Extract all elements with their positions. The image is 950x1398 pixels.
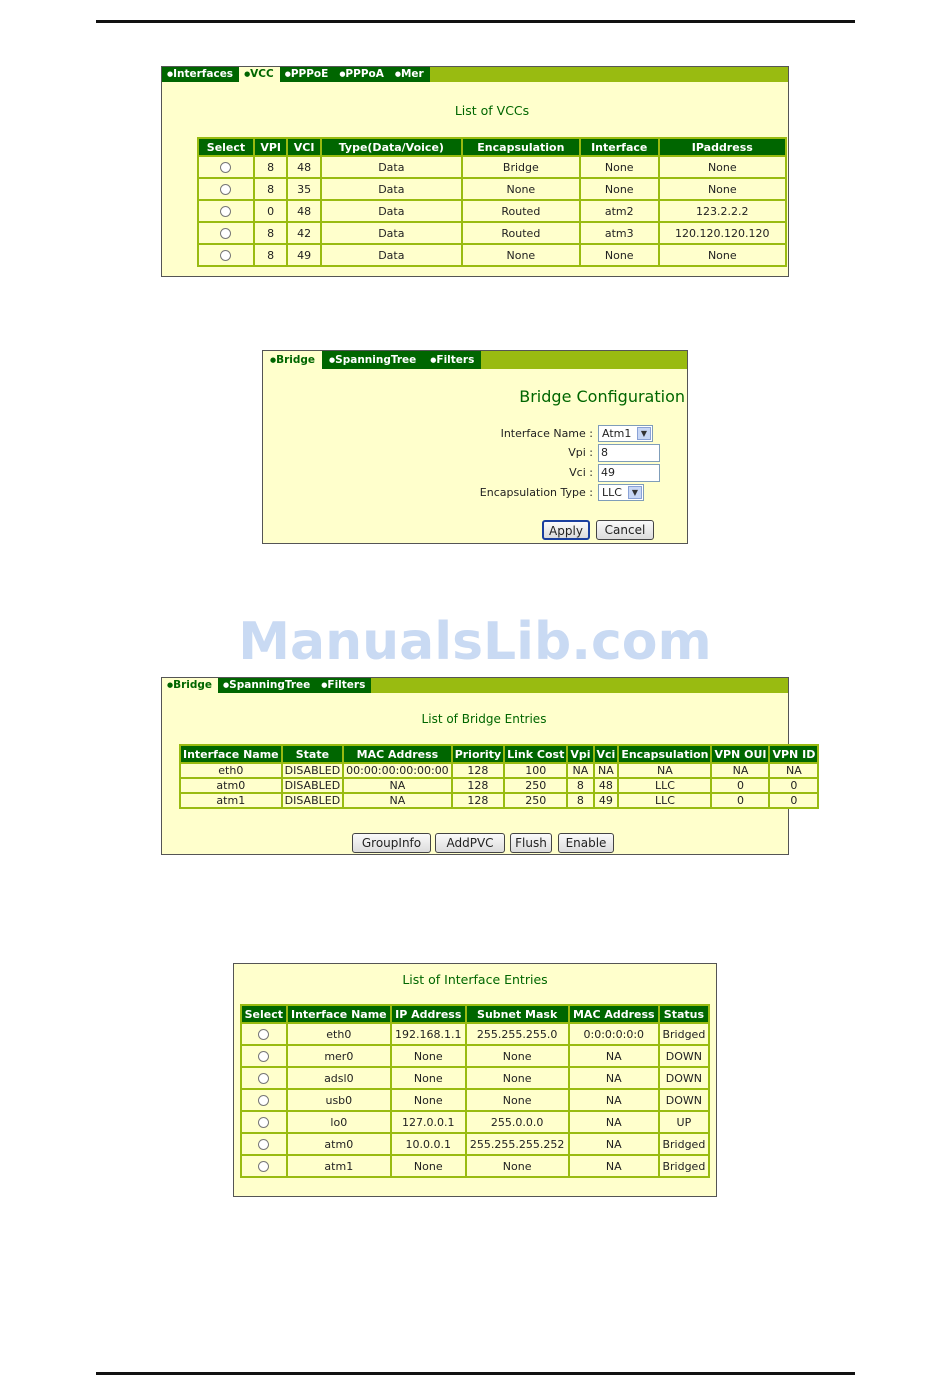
bridge-entries-panel <box>161 677 816 855</box>
row-select-radio[interactable] <box>258 1139 269 1150</box>
column-header-interface: Interface <box>581 139 658 155</box>
table-row <box>199 245 785 265</box>
addpvc-button[interactable]: AddPVC <box>435 833 505 853</box>
table-cell: 255.0.0.0 <box>467 1112 568 1132</box>
table-cell: atm1 <box>181 794 281 807</box>
column-header-status: Status <box>660 1006 708 1022</box>
table-cell: 8 <box>255 179 286 199</box>
table-cell: 0 <box>712 794 768 807</box>
table-cell: atm1 <box>288 1156 390 1176</box>
row-select-radio[interactable] <box>258 1073 269 1084</box>
select-cell <box>199 179 253 199</box>
column-header-select: Select <box>242 1006 286 1022</box>
tab-pppoa[interactable]: ● PPPoA <box>334 67 390 82</box>
table-cell: NA <box>770 764 817 777</box>
column-header-interface-name: Interface Name <box>288 1006 390 1022</box>
vcc-panel <box>161 66 789 277</box>
bottom-rule <box>96 1372 855 1375</box>
interface-name-select[interactable] <box>598 425 653 442</box>
encapsulation-type-select[interactable] <box>598 484 644 501</box>
table-cell: eth0 <box>288 1024 390 1044</box>
row-select-radio[interactable] <box>258 1051 269 1062</box>
table-row <box>199 179 785 199</box>
table-cell: Bridged <box>660 1024 708 1044</box>
table-cell: NA <box>619 764 710 777</box>
interface-entries-table <box>240 1004 710 1178</box>
column-header-select: Select <box>199 139 253 155</box>
select-cell <box>199 245 253 265</box>
bridge-entries-title: List of Bridge Entries <box>421 712 547 726</box>
interface-name-label: Interface Name : <box>500 427 593 440</box>
table-cell: Bridged <box>660 1156 708 1176</box>
select-cell <box>242 1090 286 1110</box>
table-cell: 48 <box>595 779 618 792</box>
table-cell: 35 <box>288 179 319 199</box>
tab-interfaces[interactable]: ● Interfaces <box>162 67 239 82</box>
table-cell: NA <box>570 1156 658 1176</box>
table-cell: DISABLED <box>284 779 341 792</box>
table-cell: None <box>392 1068 464 1088</box>
select-cell <box>242 1024 286 1044</box>
table-cell: 49 <box>288 245 319 265</box>
select-cell <box>242 1068 286 1088</box>
table-cell: None <box>581 245 658 265</box>
select-cell <box>199 201 253 221</box>
table-cell: NA <box>570 1112 658 1132</box>
select-cell <box>242 1112 286 1132</box>
table-cell: 48 <box>288 157 319 177</box>
table-cell: mer0 <box>288 1046 390 1066</box>
column-header-encapsulation: Encapsulation <box>621 747 709 761</box>
vcc-tabbar <box>162 67 788 82</box>
select-cell <box>242 1046 286 1066</box>
table-cell: 0 <box>770 779 817 792</box>
vcc-table <box>197 137 787 267</box>
vci-label: Vci : <box>569 466 593 479</box>
table-cell: DOWN <box>660 1046 708 1066</box>
interface-name-value: Atm1 <box>602 427 632 440</box>
table-cell: None <box>463 179 579 199</box>
table-cell: LLC <box>619 794 710 807</box>
table-row <box>242 1068 708 1088</box>
vpi-label: Vpi : <box>568 446 593 459</box>
tab-spanningtree[interactable]: ● SpanningTree <box>322 351 423 369</box>
apply-button[interactable]: Apply <box>542 520 590 540</box>
column-header-ipaddress: IPaddress <box>660 139 785 155</box>
table-cell: None <box>392 1156 464 1176</box>
table-cell: 48 <box>288 201 319 221</box>
table-cell: atm0 <box>288 1134 390 1154</box>
bridge-config-title: Bridge Configuration <box>519 387 685 406</box>
table-cell: usb0 <box>288 1090 390 1110</box>
column-header-subnet-mask: Subnet Mask <box>467 1006 568 1022</box>
table-row <box>242 1156 708 1176</box>
column-header-vpi: VPI <box>255 139 286 155</box>
row-select-radio[interactable] <box>220 228 231 239</box>
table-cell: NA <box>595 764 618 777</box>
table-cell: Data <box>322 245 461 265</box>
table-cell: Data <box>322 179 461 199</box>
column-header-link-cost: Link Cost <box>507 747 565 761</box>
table-row <box>242 1112 708 1132</box>
table-cell: adsl0 <box>288 1068 390 1088</box>
table-cell: None <box>660 245 785 265</box>
table-row <box>199 157 785 177</box>
table-cell: None <box>581 157 658 177</box>
table-cell: 00:00:00:00:00:00 <box>346 764 449 777</box>
table-cell: 42 <box>288 223 319 243</box>
row-select-radio[interactable] <box>258 1095 269 1106</box>
table-cell: NA <box>570 1046 658 1066</box>
table-cell: 128 <box>453 794 503 807</box>
table-cell: Data <box>322 223 461 243</box>
table-row <box>181 794 817 807</box>
table-cell: Routed <box>463 223 579 243</box>
table-cell: 192.168.1.1 <box>392 1024 464 1044</box>
row-select-radio[interactable] <box>220 184 231 195</box>
enable-button[interactable]: Enable <box>558 833 614 853</box>
column-header-vpn-id: VPN ID <box>772 747 816 761</box>
table-cell: DOWN <box>660 1090 708 1110</box>
table-cell: NA <box>344 779 451 792</box>
table-cell: DISABLED <box>284 794 341 807</box>
table-cell: None <box>467 1156 568 1176</box>
chevron-down-icon: ▼ <box>628 486 642 499</box>
table-cell: 49 <box>595 794 618 807</box>
table-cell: NA <box>712 764 768 777</box>
table-cell: 0 <box>770 794 817 807</box>
table-cell: atm0 <box>181 779 281 792</box>
column-header-mac-address: MAC Address <box>344 746 451 762</box>
vpi-input[interactable]: 8 <box>598 444 660 462</box>
table-cell: NA <box>570 1068 658 1088</box>
table-cell: 8 <box>255 245 286 265</box>
table-row <box>181 764 817 777</box>
bridge-config-tabbar <box>263 351 687 369</box>
table-cell: 250 <box>505 794 566 807</box>
table-cell: None <box>660 179 785 199</box>
table-cell: lo0 <box>288 1112 390 1132</box>
table-cell: 8 <box>568 779 592 792</box>
table-cell: None <box>467 1046 568 1066</box>
column-header-vci: VCI <box>288 139 319 155</box>
table-cell: 255.255.255.0 <box>467 1024 568 1044</box>
tab-filters[interactable]: ● Filters <box>423 351 481 369</box>
vci-input[interactable]: 49 <box>598 464 660 482</box>
table-cell: atm3 <box>581 223 658 243</box>
column-header-mac-address: MAC Address <box>570 1006 658 1022</box>
table-cell: Bridged <box>660 1134 708 1154</box>
table-cell: 8 <box>568 794 592 807</box>
flush-button[interactable]: Flush <box>510 833 552 853</box>
table-cell: 8 <box>255 157 286 177</box>
table-cell: 123.2.2.2 <box>660 201 785 221</box>
table-row <box>242 1046 708 1066</box>
interface-entries-title: List of Interface Entries <box>402 972 548 987</box>
tab-filters[interactable]: ● Filters <box>316 678 371 693</box>
table-row <box>199 201 785 221</box>
table-cell: None <box>392 1046 464 1066</box>
table-row <box>181 779 817 792</box>
vcc-list-title: List of VCCs <box>454 103 530 118</box>
column-header-vci: Vci <box>596 747 616 761</box>
table-cell: 127.0.0.1 <box>392 1112 464 1132</box>
table-cell: atm2 <box>581 201 658 221</box>
table-cell: 250 <box>505 779 566 792</box>
table-cell: 255.255.255.252 <box>467 1134 568 1154</box>
table-cell: None <box>467 1068 568 1088</box>
row-select-radio[interactable] <box>258 1117 269 1128</box>
chevron-down-icon: ▼ <box>637 427 651 440</box>
groupinfo-button[interactable]: GroupInfo <box>352 833 431 853</box>
select-cell <box>242 1156 286 1176</box>
bridge-entries-tabbar <box>162 678 788 693</box>
table-cell: NA <box>570 1134 658 1154</box>
interface-entries-panel <box>233 963 717 1197</box>
table-cell: 8 <box>255 223 286 243</box>
table-cell: NA <box>568 764 592 777</box>
table-cell: LLC <box>619 779 710 792</box>
row-select-radio[interactable] <box>220 250 231 261</box>
bridge-config-panel <box>262 350 688 544</box>
table-cell: None <box>467 1090 568 1110</box>
table-cell: NA <box>570 1090 658 1110</box>
table-cell: 120.120.120.120 <box>660 223 785 243</box>
cancel-button[interactable]: Cancel <box>596 520 654 540</box>
table-row <box>242 1024 708 1044</box>
table-cell: eth0 <box>181 764 281 777</box>
select-cell <box>242 1134 286 1154</box>
column-header-ip-address: IP Address <box>392 1006 464 1022</box>
row-select-radio[interactable] <box>220 162 231 173</box>
table-cell: DISABLED <box>284 764 341 777</box>
table-cell: None <box>660 157 785 177</box>
table-cell: 128 <box>453 779 503 792</box>
column-header-encapsulation: Encapsulation <box>463 139 579 155</box>
table-cell: None <box>581 179 658 199</box>
table-row <box>242 1134 708 1154</box>
watermark: ManualsLib.com <box>238 612 712 672</box>
select-cell <box>199 157 253 177</box>
table-cell: 0:0:0:0:0:0 <box>570 1024 658 1044</box>
column-header-interface-name: Interface Name <box>183 747 279 761</box>
table-row <box>242 1090 708 1110</box>
tab-mer[interactable]: ● Mer <box>390 67 430 82</box>
table-cell: NA <box>344 794 451 807</box>
column-header-state: State <box>283 746 343 762</box>
table-cell: 0 <box>255 201 286 221</box>
table-cell: 0 <box>712 779 768 792</box>
column-header-priority: Priority <box>454 747 502 761</box>
tab-bridge[interactable]: ● Bridge <box>162 678 218 693</box>
table-cell: UP <box>660 1112 708 1132</box>
table-cell: Data <box>322 157 461 177</box>
table-cell: None <box>463 245 579 265</box>
tab-spanningtree[interactable]: ● SpanningTree <box>218 678 316 693</box>
table-cell: DOWN <box>660 1068 708 1088</box>
table-cell: Data <box>322 201 461 221</box>
column-header-vpn-oui: VPN OUI <box>714 747 767 761</box>
table-row <box>199 223 785 243</box>
tab-pppoe[interactable]: ● PPPoE <box>280 67 335 82</box>
table-cell: 128 <box>453 764 503 777</box>
row-select-radio[interactable] <box>220 206 231 217</box>
tab-bridge[interactable]: ● Bridge <box>263 351 322 369</box>
table-cell: None <box>392 1090 464 1110</box>
table-cell: Routed <box>463 201 579 221</box>
row-select-radio[interactable] <box>258 1161 269 1172</box>
select-cell <box>199 223 253 243</box>
encapsulation-type-value: LLC <box>602 486 622 499</box>
top-rule <box>96 20 855 23</box>
tab-vcc[interactable]: ● VCC <box>239 67 280 82</box>
table-cell: 100 <box>505 764 566 777</box>
column-header-vpi: Vpi <box>570 747 591 761</box>
bridge-entries-table <box>179 744 819 809</box>
column-header-type-data-voice: Type(Data/Voice) <box>322 139 461 155</box>
table-cell: 10.0.0.1 <box>392 1134 464 1154</box>
row-select-radio[interactable] <box>258 1029 269 1040</box>
table-cell: Bridge <box>463 157 579 177</box>
encapsulation-type-label: Encapsulation Type : <box>479 486 593 499</box>
